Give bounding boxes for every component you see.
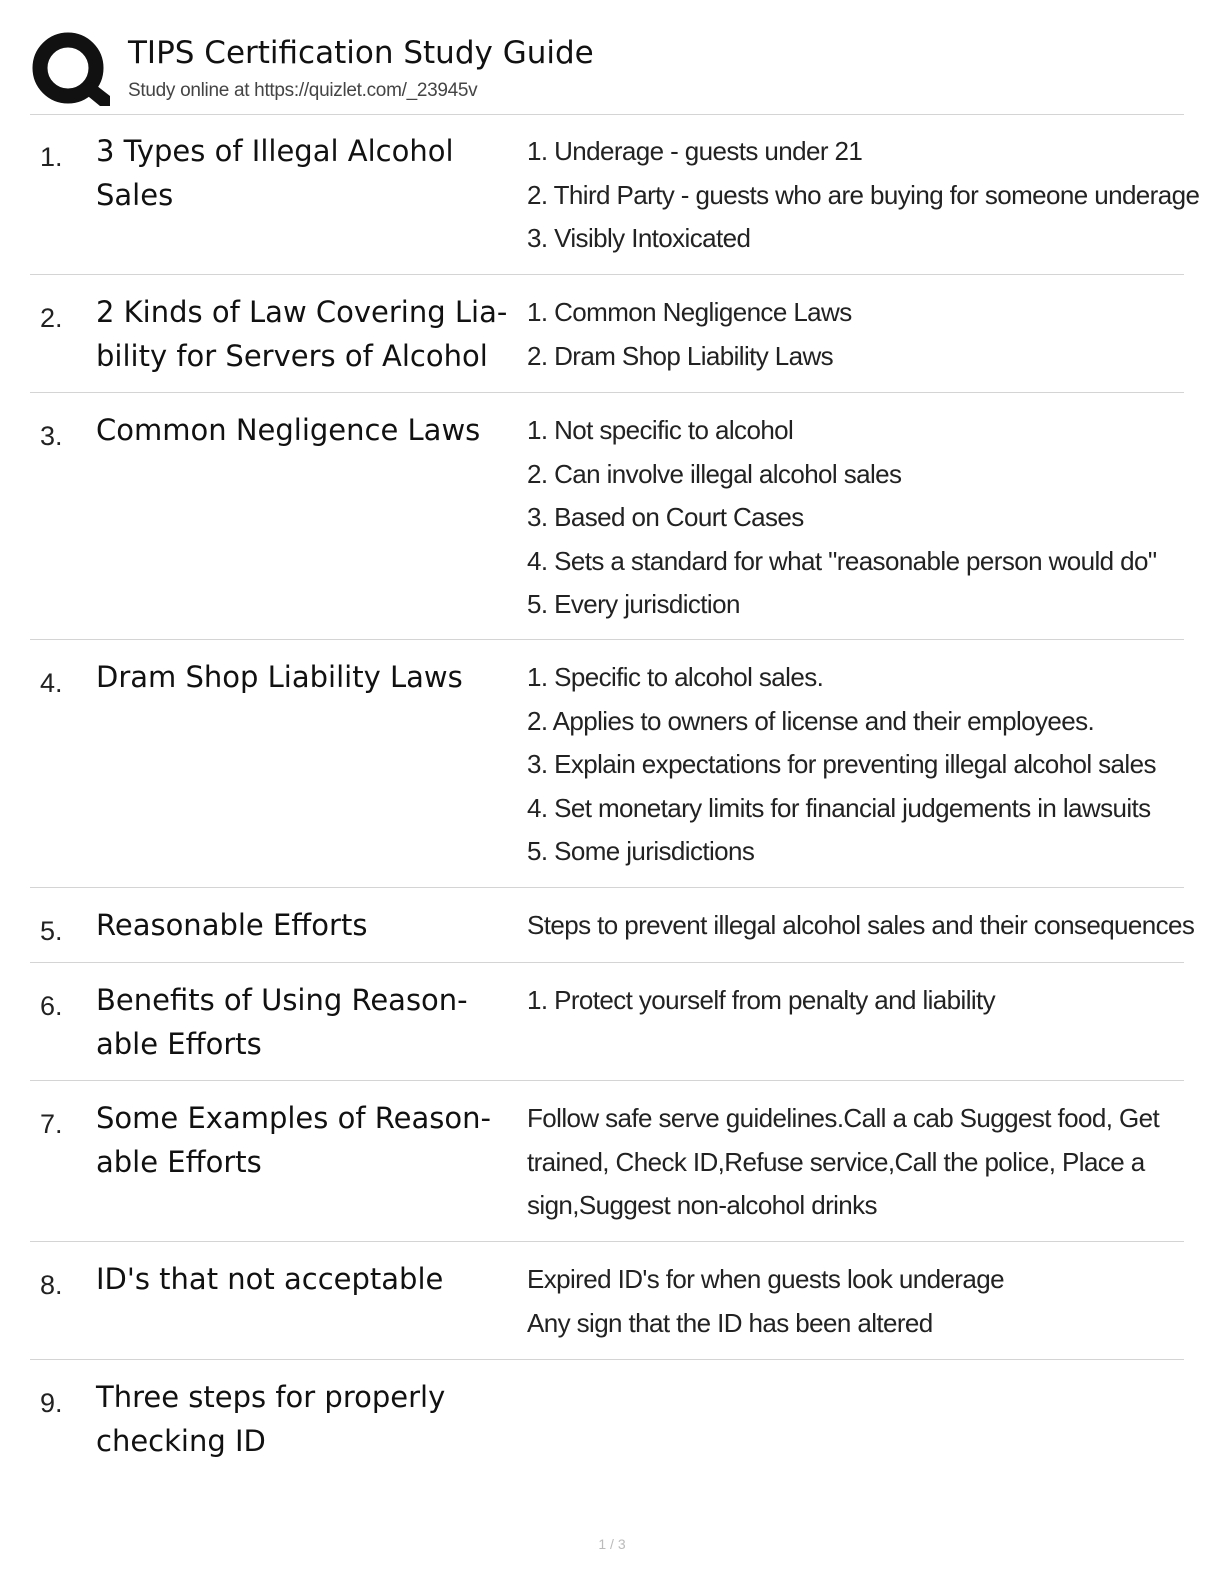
card-term: Dram Shop Liability Laws	[96, 660, 463, 694]
card-number: 1.	[40, 142, 63, 172]
page-header	[30, 28, 1184, 115]
card-number: 2.	[40, 303, 63, 333]
definition-line: Follow safe serve guidelines.Call a cab Suggest food, Get trained, Check ID,Refuse service,Call the police, Place a sign,Suggest non-alcohol drinks	[527, 1103, 1160, 1220]
definition-line: 5. Some jurisdictions	[527, 836, 755, 866]
card-term: Some Examples of Reason-able Efforts	[96, 1101, 491, 1179]
card-definition	[527, 979, 1177, 1023]
definition-line: 2. Dram Shop Liability Laws	[527, 340, 834, 371]
definition-line: 1. Underage - guests under 21	[527, 136, 863, 166]
card-definition	[527, 291, 1177, 378]
definition-line: 3. Based on Court Cases	[527, 502, 804, 532]
page-title: TIPS Certification Study Guide	[128, 35, 594, 71]
card-term: Benefits of Using Reason-able Efforts	[96, 983, 468, 1061]
definition-line: 1. Common Negligence Laws	[527, 297, 852, 327]
card-term: 3 Types of Illegal Alcohol Sales	[96, 134, 454, 212]
definition-line: 1. Specific to alcohol sales.	[527, 662, 824, 692]
definition-line: 1. Not specific to alcohol	[527, 415, 794, 445]
card-definition	[527, 1097, 1177, 1228]
definition-line: Expired ID's for when guests look underage	[527, 1264, 1004, 1294]
card-number: 7.	[40, 1109, 63, 1139]
flashcard-row	[30, 393, 1184, 640]
card-number: 3.	[40, 421, 63, 451]
definition-line: Any sign that the ID has been altered	[527, 1307, 933, 1338]
card-definition	[527, 1258, 1177, 1345]
card-definition	[527, 904, 1195, 948]
flashcard-row	[30, 114, 1200, 275]
card-term: Reasonable Efforts	[96, 908, 368, 942]
flashcard-row	[30, 963, 1184, 1081]
card-term: Three steps for properly checking ID	[96, 1380, 446, 1458]
definition-line: 4. Set monetary limits for financial judgements in lawsuits	[527, 792, 1151, 823]
definition-line: 2. Third Party - guests who are buying for someone underage	[527, 179, 1200, 210]
flashcard-row	[30, 1081, 1184, 1242]
card-number: 9.	[40, 1388, 63, 1418]
card-number: 6.	[40, 991, 63, 1021]
card-term: 2 Kinds of Law Covering Lia-bility for Servers of Alcohol	[96, 295, 508, 373]
definition-line: 3. Explain expectations for preventing illegal alcohol sales	[527, 749, 1156, 779]
flashcard-row	[30, 1360, 1184, 1480]
definition-line: 2. Applies to owners of license and their employees.	[527, 705, 1095, 736]
flashcard-row	[30, 888, 1195, 963]
flashcard-row	[30, 640, 1184, 888]
definition-line: 3. Visibly Intoxicated	[527, 223, 751, 253]
definition-line: 1. Protect yourself from penalty and liability	[527, 985, 996, 1015]
flashcard-row	[30, 1242, 1184, 1360]
flashcard-row	[30, 275, 1184, 393]
definition-line: 2. Can involve illegal alcohol sales	[527, 458, 902, 489]
card-definition	[527, 130, 1200, 261]
card-number: 4.	[40, 668, 63, 698]
page-indicator: 1 / 3	[598, 1536, 626, 1552]
card-number: 5.	[40, 916, 63, 946]
card-definition	[527, 409, 1177, 627]
card-term: Common Negligence Laws	[96, 413, 481, 447]
definition-line: 5. Every jurisdiction	[527, 589, 740, 619]
card-number: 8.	[40, 1270, 63, 1300]
study-link[interactable]: Study online at https://quizlet.com/_23945v	[128, 80, 478, 101]
card-term: ID's that not acceptable	[96, 1262, 444, 1296]
definition-line: Steps to prevent illegal alcohol sales and their consequences	[527, 910, 1195, 940]
quizlet-q-logo-icon	[30, 30, 110, 110]
definition-line: 4. Sets a standard for what "reasonable person would do"	[527, 545, 1157, 576]
card-definition	[527, 656, 1177, 874]
